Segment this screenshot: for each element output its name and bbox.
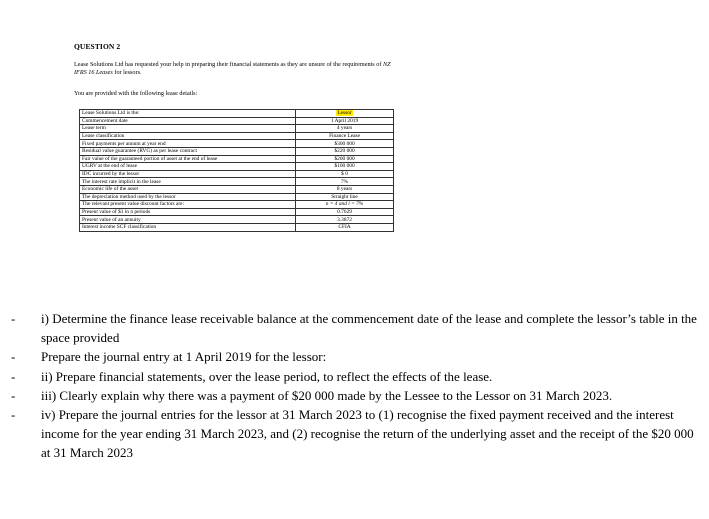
table-row [80, 117, 394, 125]
lease-detail-label: IDC incurred by the lessor [80, 170, 296, 178]
task-text: ii) Prepare financial statements, over the lease period, to reflect the effects of the lease. [41, 368, 493, 384]
lease-detail-label: The relevant present value discount factors are: [80, 201, 296, 209]
table-row [80, 147, 394, 155]
lease-detail-value: 1 April 2019 [296, 117, 394, 125]
standard-reference: NZ IFRS 16 Leases [74, 61, 391, 76]
question-title: QUESTION 2 [74, 42, 121, 51]
intro-text: Lease Solutions Ltd has requested your help in preparing their financial statements as they are unsure of the requirements of [74, 61, 383, 68]
task-item [11, 347, 701, 366]
lease-detail-value: 0.7629 [296, 208, 394, 216]
table-row [80, 208, 394, 216]
provided-text: You are provided with the following lease details: [74, 90, 198, 97]
lease-detail-value: $300 000 [296, 140, 394, 148]
task-text: Prepare the journal entry at 1 April 2019 for the lessor: [41, 349, 327, 365]
lease-detail-label: Fixed payments per annum at year end [80, 140, 296, 148]
task-text: iv) Prepare the journal entries for the lessor at 31 March 2023 to (1) recognise the fixed payment received and the interest income for the year ending 31 March 2023, and (2) recognise the return of the underlying asset and the receipt of the $20 000 at 31 March 2023 [41, 407, 694, 461]
task-text: i) Determine the finance lease receivable balance at the commencement date of the lease and complete the lessor’s table in the space provided [41, 311, 697, 346]
table-row [80, 163, 394, 171]
lease-detail-label: The interest rate implicit in the lease [80, 178, 296, 186]
lease-detail-label: Lease term [80, 125, 296, 133]
lease-detail-label: Present value of an annuity [80, 216, 296, 224]
lease-detail-value: Finance Lease [296, 132, 394, 140]
lease-detail-value: 7% [296, 178, 394, 186]
bullet-dash: - [11, 407, 16, 423]
lease-detail-value: $100 000 [296, 163, 394, 171]
bullet-dash: - [11, 311, 16, 326]
lease-detail-value: $ 0 [296, 170, 394, 178]
lease-detail-label: Lease Solutions Ltd is the: [80, 110, 296, 118]
question-intro [74, 61, 394, 76]
task-list [11, 309, 701, 463]
lease-detail-value: CFIA [296, 223, 394, 231]
lease-detail-label: Present value of $1 in n periods [80, 208, 296, 216]
lease-detail-value: Straight line [296, 193, 394, 201]
task-text: iii) Clearly explain why there was a payment of $20 000 made by the Lessee to the Lessor on 31 March 2023. [41, 387, 613, 403]
table-row [80, 201, 394, 209]
table-row [80, 170, 394, 178]
bullet-dash: - [11, 368, 16, 384]
table-row [80, 110, 394, 118]
lease-detail-value: $200 000 [296, 155, 394, 163]
bullet-dash: - [11, 349, 16, 365]
table-row [80, 125, 394, 133]
lease-detail-value: $220 000 [296, 147, 394, 155]
table-row [80, 140, 394, 148]
lease-detail-value: 8 years [296, 185, 394, 193]
lease-detail-value: n = 4 and i = 7% [296, 201, 394, 209]
table-row [80, 223, 394, 231]
lease-detail-value: 3.3872 [296, 216, 394, 224]
lease-detail-label: Interest income SCF classification [80, 223, 296, 231]
lease-detail-label: UGRV at the end of lease [80, 163, 296, 171]
intro-text-end: for lessors. [112, 68, 142, 76]
lease-detail-label: Commencement date [80, 117, 296, 125]
lease-detail-label: Economic life of the asset [80, 185, 296, 193]
lease-detail-label: Lease classification [80, 132, 296, 140]
lease-detail-label: The depreciation method used by the lessor [80, 193, 296, 201]
task-item [11, 405, 701, 463]
task-item [11, 367, 701, 386]
highlighted-value: Lessor [337, 110, 352, 117]
bullet-dash: - [11, 387, 16, 403]
table-row [80, 216, 394, 224]
lease-detail-value: 4 years [296, 125, 394, 133]
lease-detail-label: Fair value of the guaranteed portion of asset at the end of lease [80, 155, 296, 163]
table-row [80, 132, 394, 140]
task-item [11, 386, 701, 405]
table-row [80, 185, 394, 193]
lease-details-table [79, 109, 394, 232]
table-row [80, 193, 394, 201]
task-item [11, 309, 701, 347]
lease-detail-label: Residual value guarantee (RVG) as per lease contract [80, 147, 296, 155]
table-row [80, 155, 394, 163]
table-row [80, 178, 394, 186]
lease-detail-value [296, 110, 394, 118]
